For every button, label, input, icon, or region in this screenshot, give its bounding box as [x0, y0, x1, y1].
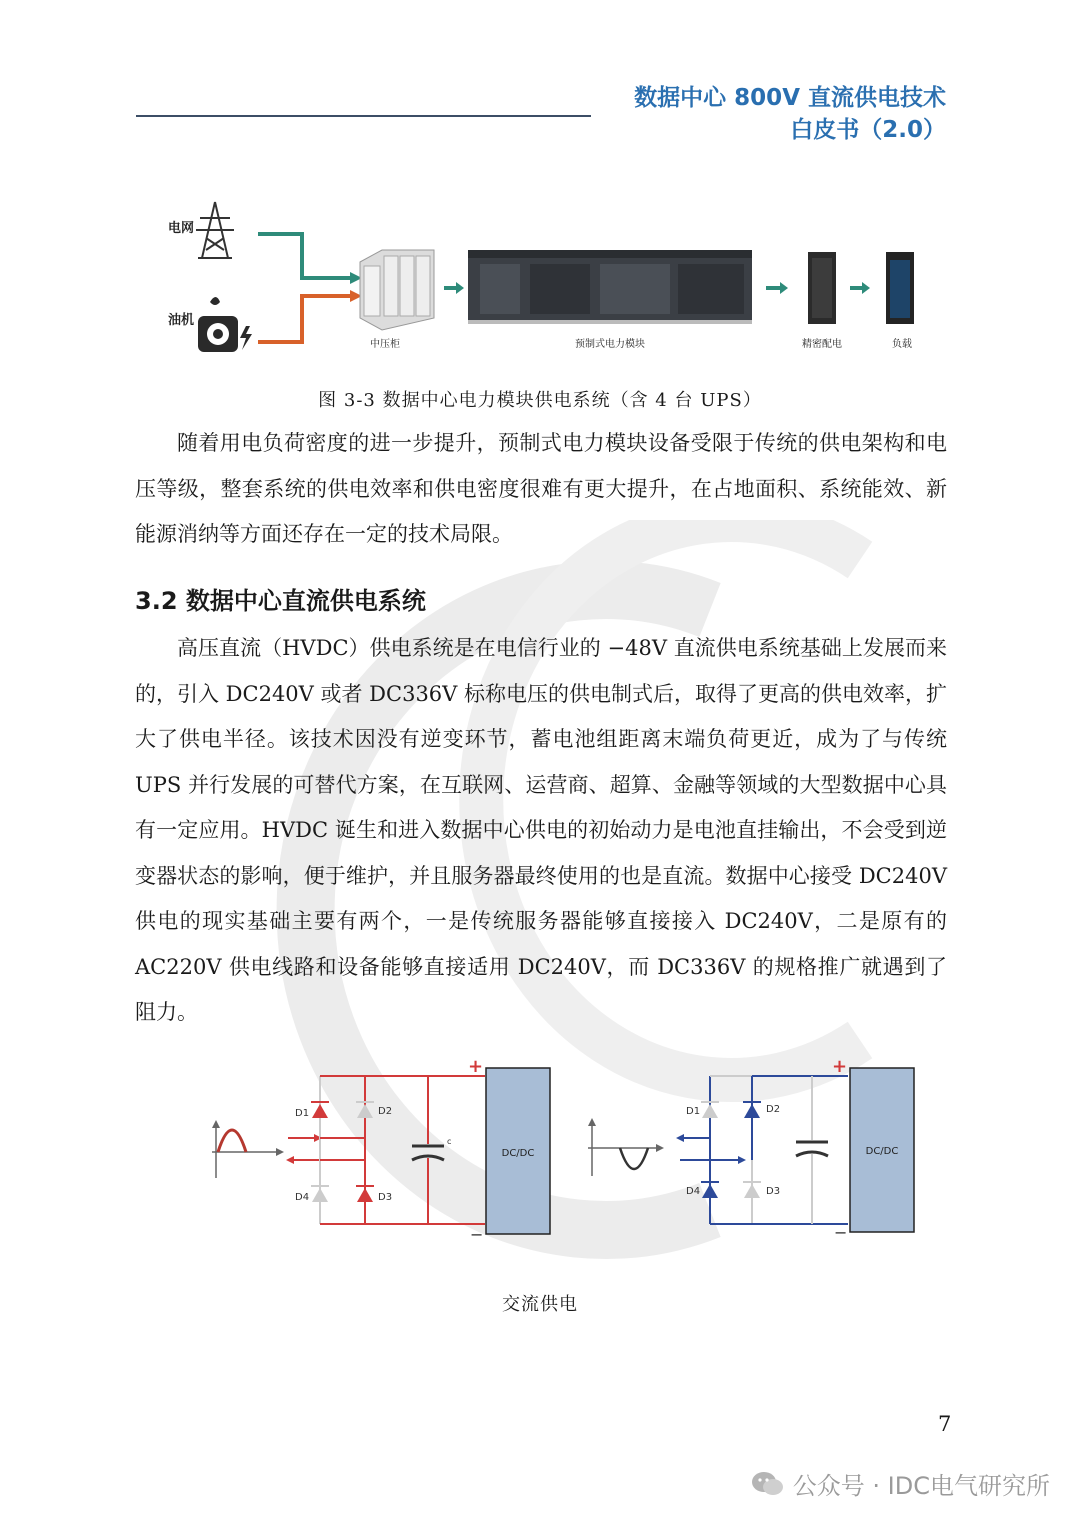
generator-arrow — [258, 296, 350, 342]
svg-text:−: − — [834, 1223, 848, 1242]
section-heading: 3.2 数据中心直流供电系统 — [135, 587, 426, 615]
document-title-line1: 数据中心 800V 直流供电技术 — [634, 85, 946, 111]
page-number: 7 — [938, 1412, 952, 1436]
ac-negative-halfwave — [620, 1148, 648, 1169]
diode-d1 — [312, 1104, 328, 1118]
diode-d1-right — [702, 1104, 718, 1118]
label-precision-pdu: 精密配电 — [802, 339, 842, 350]
label-prefab-module: 预制式电力模块 — [575, 339, 645, 350]
svg-text:c: c — [447, 1137, 452, 1146]
footer-source — [751, 1466, 1050, 1501]
svg-text:D1: D1 — [686, 1106, 701, 1117]
mv-cabinet-image — [360, 250, 434, 330]
svg-text:DC/DC: DC/DC — [501, 1148, 535, 1159]
left-rectifier-circuit — [212, 1056, 550, 1244]
right-rectifier-circuit — [588, 1056, 914, 1242]
grid-arrow — [258, 234, 350, 278]
svg-text:D1: D1 — [295, 1108, 310, 1119]
svg-text:+: + — [832, 1056, 848, 1077]
svg-text:D4: D4 — [686, 1186, 701, 1197]
label-load: 负载 — [892, 339, 912, 350]
label-mv-cabinet: 中压柜 — [370, 339, 400, 350]
diode-d3-right — [744, 1184, 760, 1198]
diode-d2 — [357, 1104, 373, 1118]
svg-text:+: + — [468, 1056, 484, 1077]
svg-text:D3: D3 — [378, 1192, 393, 1203]
svg-text:−: − — [470, 1225, 484, 1244]
svg-text:D3: D3 — [766, 1186, 781, 1197]
paragraph-1: 随着用电负荷密度的进一步提升，预制式电力模块设备受限于传统的供电架构和电压等级，整套系统的供电效率和供电密度很难有更大提升，在占地面积、系统能效、新能源消纳等方面还存在一定的技术局限。 — [135, 431, 947, 546]
rectifier-circuit-diagram — [200, 1056, 940, 1246]
diode-d2-right — [744, 1104, 760, 1118]
svg-text:D2: D2 — [766, 1104, 781, 1115]
svg-text:DC/DC: DC/DC — [865, 1146, 899, 1157]
document-title-line2: 白皮书（2.0） — [790, 117, 946, 143]
power-module-diagram — [150, 190, 930, 365]
label-grid: 电网 — [168, 221, 195, 236]
diode-d3 — [357, 1188, 373, 1202]
diode-d4 — [312, 1188, 328, 1202]
wechat-icon — [751, 1470, 785, 1498]
footer-source-text: 公众号 · IDC电气研究所 — [792, 1472, 1050, 1500]
figure-caption: 图 3-3 数据中心电力模块供电系统（含 4 台 UPS） — [318, 390, 762, 411]
ac-positive-halfwave — [218, 1130, 246, 1152]
paragraph-2: 高压直流（HVDC）供电系统是在电信行业的 −48V 直流供电系统基础上发展而来的，引入 DC240V 或者 DC336V 标称电压的供电制式后，取得了更高的供电效率，扩大了供电半径。该技术因没有逆变环节，蓄电池组距离末端负荷更近，成为了与传统 UPS 并行发展的可替代方案，在互联网、运营商、超算、金融等领域的大型数据中心具有一定应用。HVDC 诞生和进入数据中心供电的初始动力是电池直挂输出，不会受到逆变器状态的影响，便于维护，并且服务器最终使用的也是直流。数据中心接受 DC240V 供电的现实基础主要有两个，一是传统服务器能够直接接入 DC240V，二是原有的 AC220V 供电线路和设备能够直接适用 DC240V，而 DC336V 的规格推广就遇到了阻力。 — [135, 636, 948, 1024]
label-generator: 油机 — [168, 313, 195, 328]
diode-d4-right — [702, 1184, 718, 1198]
svg-text:D2: D2 — [378, 1106, 393, 1117]
svg-text:D4: D4 — [295, 1192, 310, 1203]
transmission-tower-icon — [196, 202, 234, 258]
prefab-module-image — [468, 250, 752, 324]
circuit-caption: 交流供电 — [502, 1294, 578, 1315]
header-rule — [136, 115, 591, 117]
generator-icon — [198, 297, 252, 352]
